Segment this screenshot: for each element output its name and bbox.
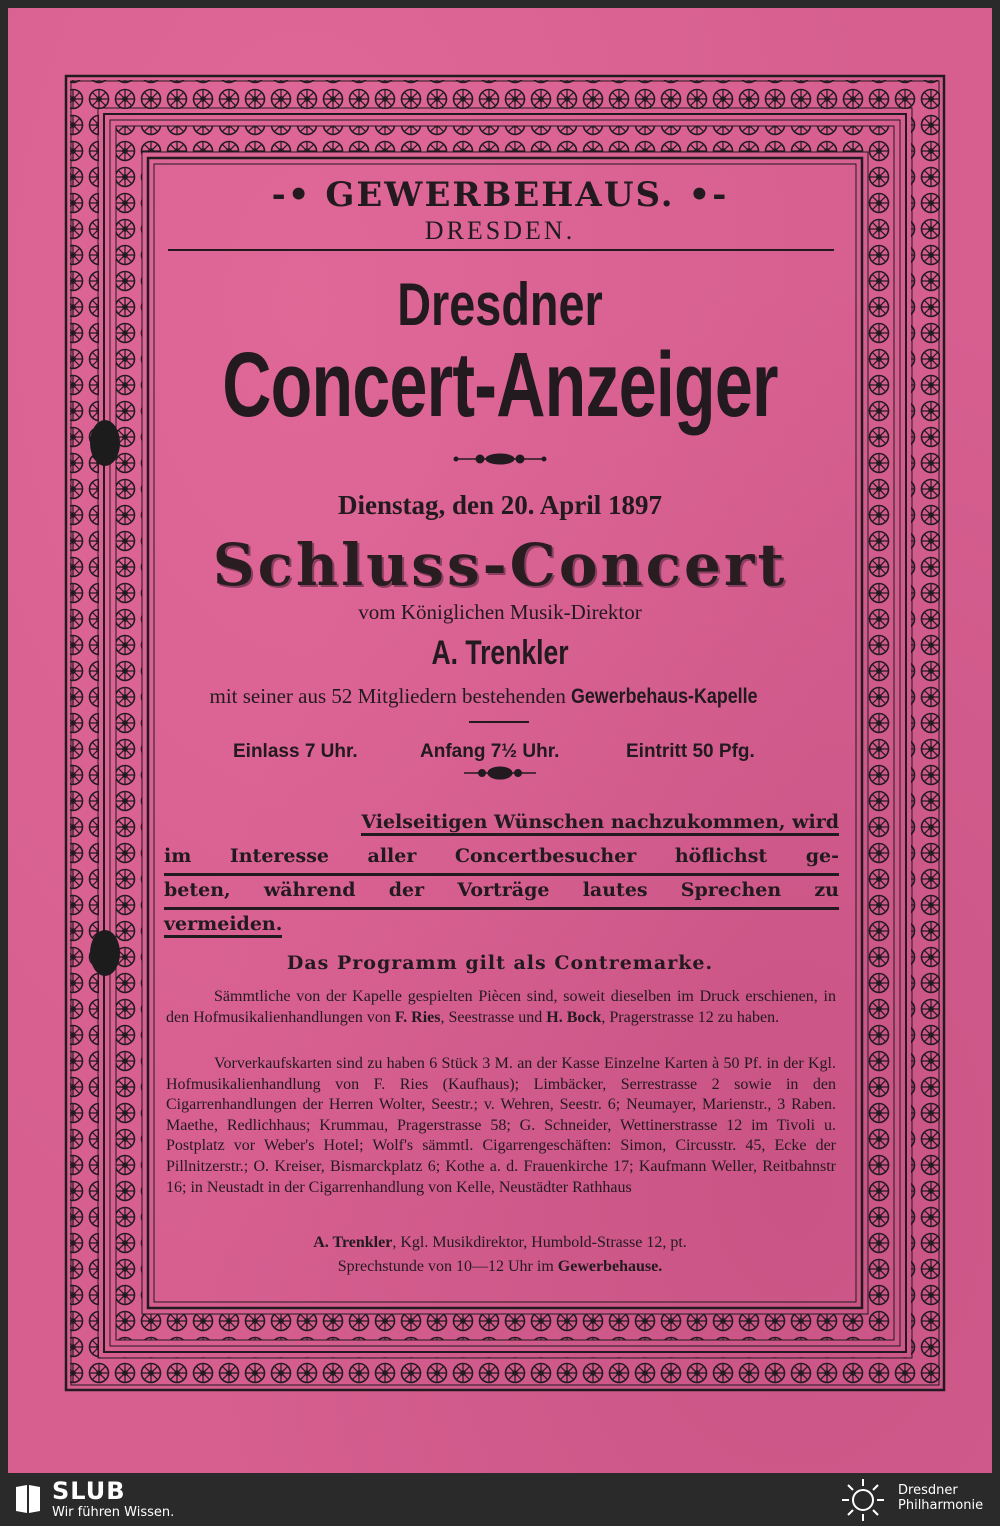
start-time: Anfang 7½ Uhr. <box>420 741 560 762</box>
viewer-footer <box>0 1473 1000 1526</box>
program-note: Das Programm gilt als Contremarke. <box>286 952 714 974</box>
short-rule <box>469 721 529 723</box>
poster-content <box>8 8 992 1473</box>
slub-book-icon <box>14 1483 42 1515</box>
slub-tagline: Wir führen Wissen. <box>52 1505 175 1520</box>
poster-sheet <box>8 8 992 1473</box>
city-heading: DRESDEN. <box>424 216 576 245</box>
event-date: Dienstag, den 20. April 1897 <box>337 490 663 520</box>
slub-brand[interactable]: SLUB <box>52 1477 126 1505</box>
philharmonie-sun-icon <box>840 1477 886 1523</box>
orchestra-line <box>8 684 992 709</box>
series-title-line2: Concert-Anzeiger <box>222 334 778 436</box>
event-title: Schluss-Concert <box>212 531 788 599</box>
notice-line-3-text: beten, während der Vorträge lautes Sprechen zu <box>164 873 839 910</box>
office-hours <box>8 1258 992 1276</box>
notice-line-2 <box>164 839 839 876</box>
office-hours-place: Gewerbehause. <box>557 1258 663 1275</box>
orchestra-name: Gewerbehaus-Kapelle <box>571 685 758 708</box>
print-note-shop-2: H. Bock <box>546 1008 602 1026</box>
print-note-text-3: , Pragerstrasse 12 zu haben. <box>601 1008 780 1026</box>
notice-line-1 <box>168 805 839 839</box>
notice-line-4 <box>164 907 839 941</box>
admission-price: Eintritt 50 Pfg. <box>626 741 755 762</box>
print-availability-note <box>166 987 836 1028</box>
office-hours-text: Sprechstunde von 10—12 Uhr im <box>337 1258 554 1275</box>
presale-note: Vorverkaufskarten sind zu haben 6 Stück 3 M. an der Kasse Einzelne Karten à 50 Pf. in der Kgl. Hofmusikalienhandlung von F. Ries (Kaufhaus); Limbäcker, Serrestrasse 2 sowie in den Cigarrenhandlungen der Herren Wolter, Seestr.; v. Wehren, Seestr. 6; Neumayer, Marienstr., 3 Raben. Maethe, Redlichhaus; Krummau, Pragerstrasse 58; G. Schneider, Wettinerstrasse 12 im Tivoli u. Postplatz vor Weber's Hotel; Wolf's sämmtl. Cigarrengeschäften: Simon, Circusstr. 45, Ecke der Pillnitzerstr.; O. Kreiser, Bismarckplatz 6; Kothe a. d. Frauenkirche 17; Kaufmann Weller, Reitbahnstr 16; in Neustadt in der Cigarrenhandlung von Kelle, Neustädter Rathhaus <box>166 1055 836 1196</box>
print-note-shop-1: F. Ries <box>394 1008 441 1026</box>
philharmonie-brand[interactable] <box>898 1483 983 1513</box>
notice-line-2-text: im Interesse aller Concertbesucher höflichst ge- <box>164 839 839 876</box>
notice-line-3 <box>164 873 839 910</box>
philharmonie-line1: Dresdner <box>898 1483 958 1498</box>
orchestra-prefix: mit seiner aus 52 Mitgliedern bestehenden <box>209 684 566 708</box>
series-title-line1: Dresdner <box>397 271 603 338</box>
venue-heading: -• GEWERBEHAUS. •- <box>271 175 729 215</box>
notice-line-1-text: Vielseitigen Wünschen nachzukommen, wird <box>361 811 839 836</box>
philharmonie-line2: Philharmonie <box>898 1498 984 1513</box>
conductor-role: vom Königlichen Musik-Direktor <box>358 600 642 624</box>
print-note-text-1: Sämmtliche von der Kapelle gespielten Piècen sind, soweit dieselben im Druck erschienen, in den Hofmusikalienhandlungen von <box>166 988 836 1026</box>
signature-name: A. Trenkler <box>313 1234 393 1251</box>
signature-address: , Kgl. Musikdirektor, Humbold-Strasse 12, pt. <box>392 1234 687 1251</box>
signature-line <box>8 1234 992 1252</box>
notice-line-4-text: vermeiden. <box>164 913 282 938</box>
print-note-text-2: , Seestrasse und <box>440 1008 547 1026</box>
entry-time: Einlass 7 Uhr. <box>233 741 358 762</box>
conductor-name: A. Trenkler <box>431 634 569 672</box>
